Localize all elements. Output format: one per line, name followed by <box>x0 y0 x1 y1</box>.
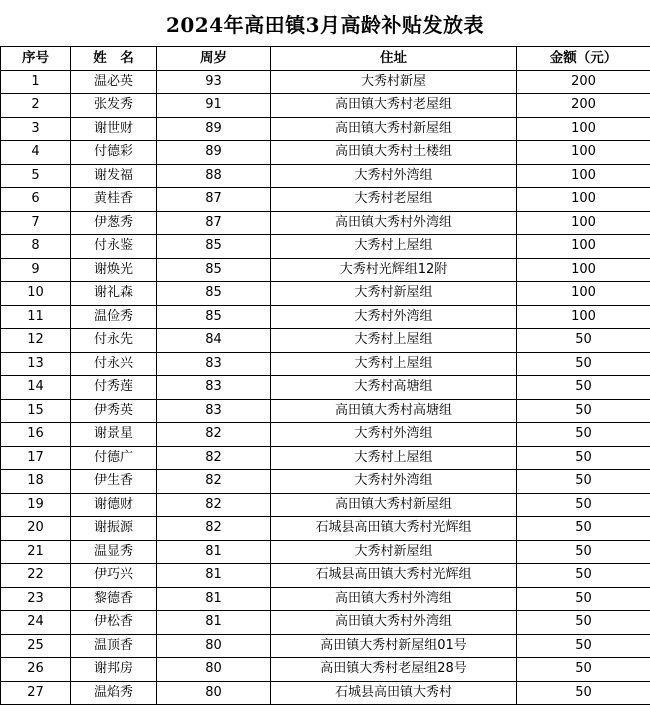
cell-age: 85 <box>157 258 271 282</box>
cell-amount: 200 <box>517 70 650 94</box>
cell-address: 大秀村外湾组 <box>271 305 517 329</box>
cell-index: 8 <box>1 235 71 259</box>
cell-index: 20 <box>1 517 71 541</box>
cell-amount: 50 <box>517 540 650 564</box>
cell-amount: 50 <box>517 611 650 635</box>
cell-age: 87 <box>157 211 271 235</box>
cell-index: 7 <box>1 211 71 235</box>
subsidy-table <box>0 46 650 705</box>
cell-name: 温焰秀 <box>71 681 157 705</box>
cell-name: 张发秀 <box>71 94 157 118</box>
cell-index: 11 <box>1 305 71 329</box>
cell-amount: 50 <box>517 564 650 588</box>
table-row <box>1 329 650 353</box>
cell-index: 27 <box>1 681 71 705</box>
cell-age: 84 <box>157 329 271 353</box>
cell-amount: 100 <box>517 258 650 282</box>
cell-name: 伊巧兴 <box>71 564 157 588</box>
cell-amount: 50 <box>517 446 650 470</box>
cell-age: 83 <box>157 376 271 400</box>
page-title: 2024年高田镇3月高龄补贴发放表 <box>165 12 485 37</box>
cell-amount: 200 <box>517 94 650 118</box>
cell-amount: 100 <box>517 305 650 329</box>
cell-amount: 100 <box>517 235 650 259</box>
cell-index: 25 <box>1 634 71 658</box>
cell-amount: 100 <box>517 141 650 165</box>
cell-address: 大秀村上屋组 <box>271 235 517 259</box>
cell-address: 石城县高田镇大秀村光辉组 <box>271 517 517 541</box>
cell-amount: 50 <box>517 681 650 705</box>
cell-name: 谢景星 <box>71 423 157 447</box>
cell-address: 大秀村外湾组 <box>271 423 517 447</box>
header-index: 序号 <box>1 47 71 71</box>
cell-amount: 100 <box>517 164 650 188</box>
header-address: 住址 <box>271 47 517 71</box>
table-row <box>1 634 650 658</box>
cell-name: 谢世财 <box>71 117 157 141</box>
table-row <box>1 305 650 329</box>
cell-name: 谢发福 <box>71 164 157 188</box>
cell-index: 9 <box>1 258 71 282</box>
cell-address: 高田镇大秀村土楼组 <box>271 141 517 165</box>
cell-address: 石城县高田镇大秀村 <box>271 681 517 705</box>
table-row <box>1 141 650 165</box>
cell-address: 大秀村光辉组12附 <box>271 258 517 282</box>
cell-index: 10 <box>1 282 71 306</box>
cell-age: 81 <box>157 564 271 588</box>
cell-amount: 100 <box>517 282 650 306</box>
cell-name: 付永兴 <box>71 352 157 376</box>
table-row <box>1 423 650 447</box>
table-row <box>1 352 650 376</box>
cell-name: 付德彩 <box>71 141 157 165</box>
cell-age: 81 <box>157 611 271 635</box>
table-row <box>1 70 650 94</box>
cell-name: 温顶香 <box>71 634 157 658</box>
table-row <box>1 258 650 282</box>
cell-address: 高田镇大秀村外湾组 <box>271 611 517 635</box>
cell-age: 93 <box>157 70 271 94</box>
table-row <box>1 540 650 564</box>
cell-address: 大秀村上屋组 <box>271 329 517 353</box>
cell-index: 14 <box>1 376 71 400</box>
table-row <box>1 94 650 118</box>
cell-name: 谢振源 <box>71 517 157 541</box>
table-row <box>1 681 650 705</box>
cell-age: 85 <box>157 235 271 259</box>
cell-amount: 100 <box>517 117 650 141</box>
cell-amount: 50 <box>517 493 650 517</box>
cell-index: 4 <box>1 141 71 165</box>
cell-name: 付秀莲 <box>71 376 157 400</box>
cell-index: 15 <box>1 399 71 423</box>
cell-amount: 50 <box>517 423 650 447</box>
cell-name: 谢德财 <box>71 493 157 517</box>
cell-age: 85 <box>157 305 271 329</box>
table-row <box>1 376 650 400</box>
cell-index: 5 <box>1 164 71 188</box>
cell-name: 黎德香 <box>71 587 157 611</box>
cell-index: 12 <box>1 329 71 353</box>
header-amount: 金额（元） <box>517 47 650 71</box>
cell-age: 81 <box>157 587 271 611</box>
cell-age: 80 <box>157 658 271 682</box>
cell-index: 3 <box>1 117 71 141</box>
cell-index: 6 <box>1 188 71 212</box>
table-row <box>1 399 650 423</box>
table-row <box>1 282 650 306</box>
cell-name: 谢焕光 <box>71 258 157 282</box>
table-row <box>1 211 650 235</box>
cell-index: 24 <box>1 611 71 635</box>
cell-name: 黄桂香 <box>71 188 157 212</box>
cell-amount: 50 <box>517 329 650 353</box>
cell-address: 高田镇大秀村新屋组 <box>271 493 517 517</box>
cell-name: 温俭秀 <box>71 305 157 329</box>
cell-name: 温必英 <box>71 70 157 94</box>
cell-amount: 50 <box>517 634 650 658</box>
cell-age: 82 <box>157 423 271 447</box>
header-age: 周岁 <box>157 47 271 71</box>
cell-age: 88 <box>157 164 271 188</box>
cell-address: 大秀村高塘组 <box>271 376 517 400</box>
cell-amount: 50 <box>517 470 650 494</box>
cell-index: 1 <box>1 70 71 94</box>
table-row <box>1 493 650 517</box>
cell-age: 83 <box>157 352 271 376</box>
cell-amount: 50 <box>517 399 650 423</box>
cell-amount: 50 <box>517 587 650 611</box>
cell-index: 19 <box>1 493 71 517</box>
cell-age: 82 <box>157 493 271 517</box>
cell-address: 高田镇大秀村高塘组 <box>271 399 517 423</box>
cell-name: 付永先 <box>71 329 157 353</box>
cell-age: 89 <box>157 141 271 165</box>
cell-amount: 100 <box>517 211 650 235</box>
header-row <box>1 47 650 71</box>
cell-address: 大秀村新屋组 <box>271 540 517 564</box>
cell-age: 82 <box>157 517 271 541</box>
cell-address: 大秀村新屋 <box>271 70 517 94</box>
cell-address: 高田镇大秀村外湾组 <box>271 587 517 611</box>
table-row <box>1 564 650 588</box>
table-body <box>1 70 650 705</box>
cell-index: 26 <box>1 658 71 682</box>
cell-age: 83 <box>157 399 271 423</box>
cell-age: 89 <box>157 117 271 141</box>
cell-address: 石城县高田镇大秀村光辉组 <box>271 564 517 588</box>
cell-address: 大秀村外湾组 <box>271 164 517 188</box>
cell-name: 付德广 <box>71 446 157 470</box>
cell-name: 伊葱秀 <box>71 211 157 235</box>
cell-address: 高田镇大秀村新屋组01号 <box>271 634 517 658</box>
table-row <box>1 470 650 494</box>
table-row <box>1 517 650 541</box>
table-row <box>1 117 650 141</box>
cell-name: 伊生香 <box>71 470 157 494</box>
cell-name: 付永鉴 <box>71 235 157 259</box>
cell-index: 2 <box>1 94 71 118</box>
table-row <box>1 235 650 259</box>
table-row <box>1 446 650 470</box>
cell-amount: 50 <box>517 376 650 400</box>
cell-age: 80 <box>157 681 271 705</box>
cell-index: 13 <box>1 352 71 376</box>
cell-age: 82 <box>157 446 271 470</box>
cell-age: 87 <box>157 188 271 212</box>
cell-address: 大秀村老屋组 <box>271 188 517 212</box>
cell-amount: 50 <box>517 517 650 541</box>
cell-amount: 50 <box>517 658 650 682</box>
cell-age: 80 <box>157 634 271 658</box>
cell-name: 伊秀英 <box>71 399 157 423</box>
cell-address: 高田镇大秀村老屋组28号 <box>271 658 517 682</box>
cell-address: 高田镇大秀村外湾组 <box>271 211 517 235</box>
cell-index: 21 <box>1 540 71 564</box>
cell-index: 23 <box>1 587 71 611</box>
table-row <box>1 587 650 611</box>
cell-age: 91 <box>157 94 271 118</box>
table-row <box>1 164 650 188</box>
table-row <box>1 188 650 212</box>
cell-age: 85 <box>157 282 271 306</box>
cell-address: 高田镇大秀村新屋组 <box>271 117 517 141</box>
header-name: 姓 名 <box>71 47 157 71</box>
cell-amount: 50 <box>517 352 650 376</box>
cell-address: 大秀村上屋组 <box>271 352 517 376</box>
cell-name: 温显秀 <box>71 540 157 564</box>
cell-address: 大秀村外湾组 <box>271 470 517 494</box>
cell-address: 高田镇大秀村老屋组 <box>271 94 517 118</box>
cell-address: 大秀村上屋组 <box>271 446 517 470</box>
cell-index: 16 <box>1 423 71 447</box>
table-row <box>1 611 650 635</box>
cell-age: 82 <box>157 470 271 494</box>
cell-name: 谢邦房 <box>71 658 157 682</box>
cell-age: 81 <box>157 540 271 564</box>
cell-index: 17 <box>1 446 71 470</box>
cell-index: 18 <box>1 470 71 494</box>
table-row <box>1 658 650 682</box>
cell-name: 谢礼森 <box>71 282 157 306</box>
cell-address: 大秀村新屋组 <box>271 282 517 306</box>
cell-name: 伊松香 <box>71 611 157 635</box>
cell-index: 22 <box>1 564 71 588</box>
cell-amount: 100 <box>517 188 650 212</box>
